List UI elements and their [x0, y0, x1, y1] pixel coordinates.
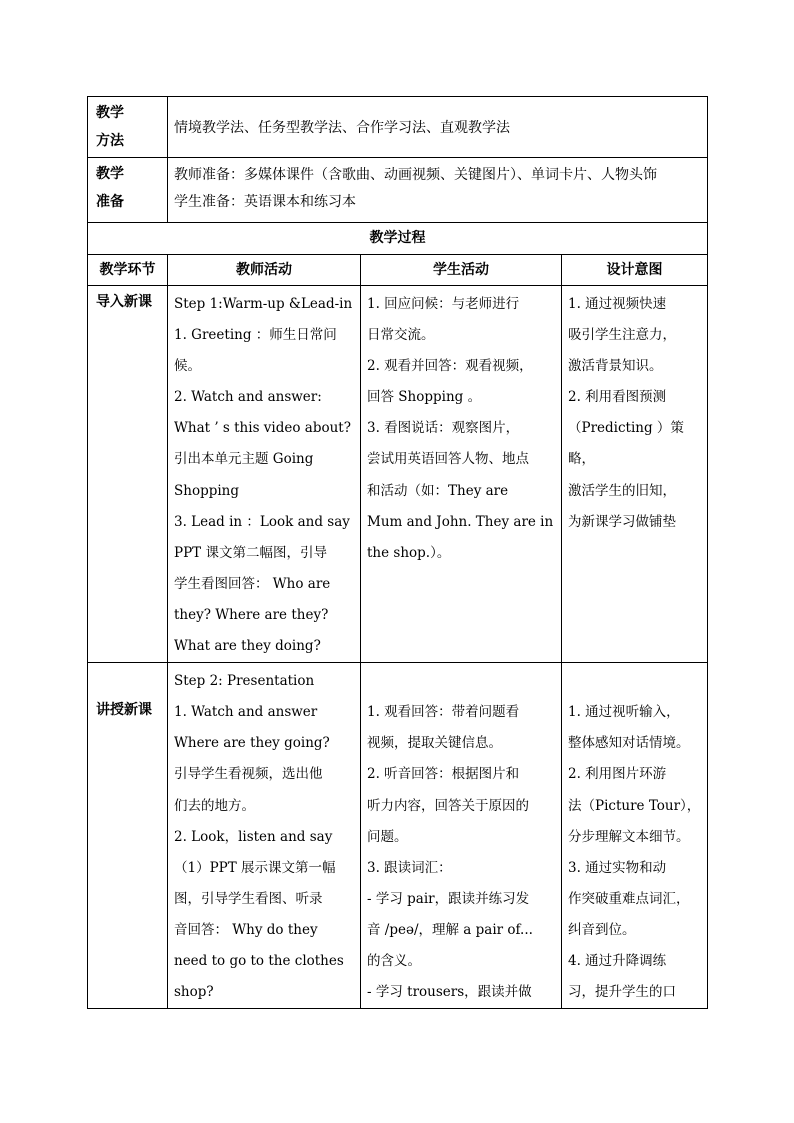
cell-line: 2. 利用图片环游 — [568, 766, 667, 783]
prep-text — [168, 158, 708, 223]
cell-line: 们去的地方。 — [174, 797, 255, 814]
cell-line: the shop.）。 — [367, 544, 451, 561]
col-header-stage: 教学环节 — [88, 255, 168, 286]
cell-line: 法（Picture Tour）， — [568, 797, 701, 814]
cell-line: Step 1:Warm-up &Lead-in — [174, 296, 353, 312]
cell-line: What are they doing? — [174, 638, 321, 655]
cell-line: 吸引学生注意力， — [568, 327, 676, 344]
cell-line: 1. Greeting ：师生日常问 — [174, 327, 337, 344]
cell-line: 3. 跟读词汇： — [367, 859, 452, 876]
cell-line: 2. 观看并回答：观看视频， — [367, 358, 533, 375]
cell-line: 音回答： Why do they — [174, 921, 318, 938]
col-header-student: 学生活动 — [361, 255, 562, 286]
cell-line: （1）PPT 展示课文第一幅 — [174, 859, 336, 876]
lesson-plan-table — [87, 96, 708, 1009]
student-activity — [361, 663, 562, 1009]
cell-line: Shopping — [174, 482, 240, 499]
cell-line: What ’ s this video about? — [174, 420, 351, 437]
methods-label: 教学 方法 — [88, 97, 168, 158]
cell-line: 作突破重难点词汇， — [568, 890, 690, 907]
cell-line: 3. 通过实物和动 — [568, 859, 667, 876]
cell-line: - 学习 pair，跟读并练习发 — [367, 890, 530, 907]
cell-line: 4. 通过升降调练 — [568, 952, 667, 969]
cell-line: PPT 课文第二幅图，引导 — [174, 544, 327, 561]
cell-line — [568, 666, 703, 697]
cell-line: - 学习 trousers，跟读并做 — [367, 984, 532, 1001]
process-title-row — [88, 223, 708, 255]
col-header-intent: 设计意图 — [562, 255, 708, 286]
cell-line: 的含义。 — [367, 952, 421, 969]
methods-text: 情境教学法、任务型教学法、合作学习法、直观教学法 — [168, 97, 708, 158]
cell-line: 2. Look，listen and say — [174, 828, 333, 845]
cell-line: 3. 看图说话：观察图片， — [367, 420, 520, 437]
cell-line: 1. 通过视频快速 — [568, 296, 667, 312]
cell-line: Step 2: Presentation — [174, 673, 315, 690]
cell-line: 习，提升学生的口 — [568, 984, 676, 1001]
cell-line: 3. Lead in ：Look and say — [174, 513, 350, 530]
column-header-row — [88, 255, 708, 286]
prep-row — [88, 158, 708, 223]
cell-line: 2. 听音回答：根据图片和 — [367, 766, 520, 783]
cell-line: 为新课学习做铺垫 — [568, 513, 676, 530]
cell-line: 整体感知对话情境。 — [568, 735, 690, 752]
stage-row-leadin — [88, 286, 708, 663]
cell-line: 分步理解文本细节。 — [568, 828, 690, 845]
cell-line: 图，引导学生看图、听录 — [174, 890, 323, 907]
stage-label: 导入新课 — [88, 286, 168, 663]
teacher-prep: 教师准备：多媒体课件（含歌曲、动画视频、关键图片）、单词卡片、人物头饰 — [174, 167, 657, 183]
cell-line: （Predicting ）策略， — [568, 420, 684, 468]
cell-line: 引出本单元主题 Going — [174, 451, 314, 468]
col-header-teacher: 教师活动 — [168, 255, 361, 286]
cell-line: 视频，提取关键信息。 — [367, 735, 502, 752]
cell-line: 2. 利用看图预测 — [568, 389, 667, 406]
cell-line: 和活动（如：They are — [367, 482, 509, 499]
student-prep: 学生准备：英语课本和练习本 — [174, 194, 356, 210]
cell-line: shop? — [174, 984, 214, 1001]
cell-line: 音 /peə/，理解 a pair of... — [367, 921, 533, 938]
teacher-activity — [168, 286, 361, 663]
cell-line: 1. Watch and answer — [174, 704, 318, 721]
cell-line: they? Where are they? — [174, 606, 329, 623]
cell-line: 纠音到位。 — [568, 921, 636, 938]
cell-line: 1. 回应问候：与老师进行 — [367, 296, 520, 312]
prep-label: 教学 准备 — [88, 158, 168, 223]
stage-row-presentation — [88, 663, 708, 1009]
cell-line: Mum and John. They are in — [367, 513, 554, 530]
cell-line: 候。 — [174, 358, 201, 375]
cell-line: 听力内容，回答关于原因的 — [367, 797, 529, 814]
student-activity — [361, 286, 562, 663]
cell-line: 引导学生看视频，选出他 — [174, 766, 323, 783]
design-intent — [562, 286, 708, 663]
cell-line: 1. 观看回答：带着问题看 — [367, 704, 520, 721]
design-intent — [562, 663, 708, 1009]
cell-line: 激活学生的旧知， — [568, 482, 676, 499]
cell-line: Where are they going? — [174, 735, 330, 752]
cell-line: need to go to the clothes — [174, 952, 344, 969]
cell-line: 学生看图回答： Who are — [174, 575, 331, 592]
cell-line: 回答 Shopping 。 — [367, 389, 482, 406]
stage-label: 讲授新课 — [88, 663, 168, 1009]
teacher-activity — [168, 663, 361, 1009]
cell-line — [367, 666, 557, 697]
cell-line: 激活背景知识。 — [568, 358, 663, 375]
cell-line: 日常交流。 — [367, 327, 435, 344]
cell-line: 尝试用英语回答人物、地点 — [367, 451, 529, 468]
cell-line: 2. Watch and answer: — [174, 389, 322, 406]
cell-line: 1. 通过视听输入， — [568, 704, 680, 721]
process-title: 教学过程 — [88, 223, 708, 255]
methods-row — [88, 97, 708, 158]
cell-line: 问题。 — [367, 828, 408, 845]
